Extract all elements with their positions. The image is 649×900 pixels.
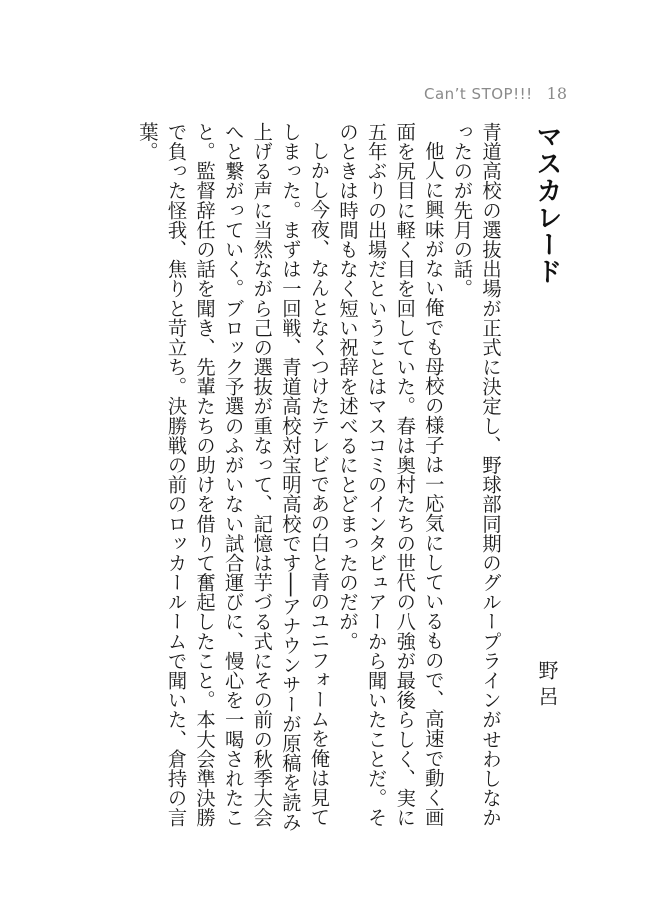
paragraph-3: しかし今夜、なんとなくつけたテレビであの白と青のユニフォームを俺は見てしまった。まずは一回戦、青道高校対宝明高校です──アナウンサーが原稿を読み上げる声に当然ながら己の選抜が重なって、記憶は芋づる式にその前の秋季大会へと繋がっていく。ブロック予選のふがいない試合運びに、慢心を一喝されたこと。監督辞任の話を聞き、先輩たちの助けを借りて奮起したこと。本大会準決勝で負った怪我、焦りと苛立ち。決勝戦の前のロッカールームで聞いた、倉持の言葉。 xyxy=(135,122,331,832)
page-header xyxy=(424,84,567,106)
story-title: マスカレード xyxy=(532,123,562,285)
paragraph-2: 他人に興味がない俺でも母校の様子は一応気にしているもので、高速で動く画面を尻目に軽く目を回していた。春は奥村たちの世代の八強が最後らしく、実に五年ぶりの出場だということはマスコミのインタビュアーから聞いたことだ。そのときは時間もなく短い祝辞を述べるにとどまったのだが。 xyxy=(336,122,445,828)
paragraph-1: 青道高校の選抜出場が正式に決定し、野球部同期のグループラインがせわしなかったのが先月の話。 xyxy=(450,122,502,828)
body-text xyxy=(135,122,504,842)
story-author: 野呂 xyxy=(535,660,559,712)
page-number: 18 xyxy=(546,84,567,103)
running-head: Can’t STOP!!! xyxy=(423,85,533,103)
